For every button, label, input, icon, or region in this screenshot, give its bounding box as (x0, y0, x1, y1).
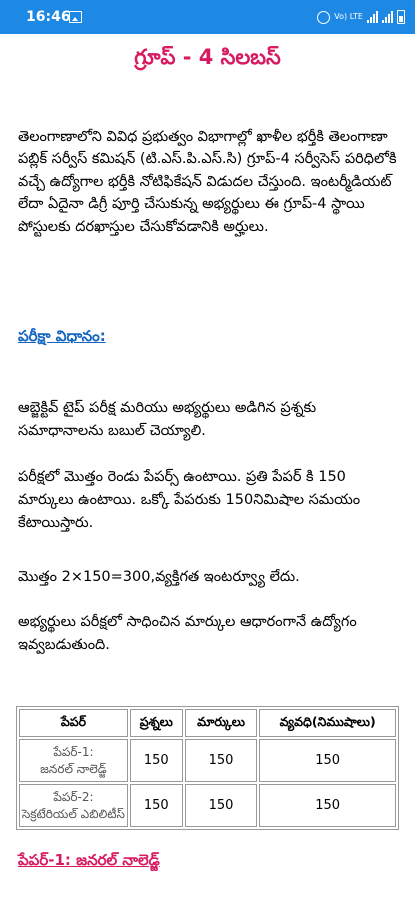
duration-cell: 150 (259, 739, 396, 782)
exam-pattern-heading[interactable]: పరీక్షా విధానం: (18, 327, 106, 345)
table-row (19, 739, 396, 782)
paper-cell (19, 739, 128, 782)
paper-cell (19, 784, 128, 827)
header-paper: పేపర్ (19, 709, 128, 737)
alarm-icon (317, 11, 330, 24)
header-questions: ప్రశ్నలు (130, 709, 183, 737)
paragraph-2: పరీక్షలో మొత్తం రెండు పేపర్స్ ఉంటాయి. ప్రతి పేపర్ కి 150 మార్కులు ఉంటాయి. ఒక్కో పేపరుకు 150నిమిషాల సమయం కేటాయిస్తారు. (18, 469, 361, 531)
signal-icon-2 (382, 11, 393, 23)
exam-table (16, 706, 399, 830)
volte-label: Vo) LTE (334, 12, 363, 21)
paragraph-4: అభ్యర్థులు పరీక్షలో సాధించిన మార్కుల ఆధారంగానే ఉద్యోగం ఇవ్వబడుతుంది. (18, 614, 357, 653)
marks-cell: 150 (185, 739, 258, 782)
status-bar (0, 0, 415, 34)
photo-notification-icon (69, 11, 82, 23)
table-row (19, 784, 396, 827)
intro-paragraph: తెలంగాణాలోని వివిధ ప్రభుత్వం విభాగాల్లో ఖాళీల భర్తీకి తెలంగాణా పబ్లిక్ సర్వీస్ కమిషన్ (టి.ఎస్.పి.ఎస్.సి) గ్రూప్-4 సర్వీసెస్ పరిధిలోకి వచ్చే ఉద్యోగాల భర్తీకి నోటిఫికేషన్ విడుదల చేస్తుంది. ఇంటర్మీడియట్ లేదా ఏదైనా డిగ్రీ పూర్తి చేసుకున్న అభ్యర్థులు ఈ గ్రూప్-4 స్థాయి పోస్టులకు దరఖాస్తుల చేసుకోవడానికి అర్హులు. (18, 129, 397, 235)
duration-cell: 150 (259, 784, 396, 827)
marks-cell: 150 (185, 784, 258, 827)
bottom-fade (0, 878, 415, 900)
header-marks: మార్కులు (185, 709, 258, 737)
page-title: గ్రూప్ - 4 సిలబస్ (134, 45, 281, 69)
questions-cell: 150 (130, 739, 183, 782)
battery-icon (397, 10, 405, 24)
status-time: 16:46 (26, 9, 71, 25)
paper-1-heading[interactable]: పేపర్-1: జనరల్ నాలెడ్జ్ (18, 851, 160, 869)
questions-cell: 150 (130, 784, 183, 827)
paper-label: పేపర్-2: (53, 789, 94, 804)
paper-subject: జనరల్ నాలెడ్జ్ (40, 761, 107, 776)
paragraph-1: ఆబ్జెక్టివ్ టైప్ పరీక్ష మరియు అభ్యర్థులు అడిగిన ప్రశ్నకు సమాధానాలను బబుల్ చెయ్యాలి. (18, 400, 317, 439)
paper-label: పేపర్-1: (53, 744, 94, 759)
table-header-row (19, 709, 396, 737)
paper-subject: సెక్రటేరియల్ ఎబిలిటీస్ (21, 806, 125, 821)
status-icons (317, 8, 405, 26)
header-duration: వ్యవధి(నిముషాలు) (259, 709, 396, 737)
signal-icon (367, 11, 378, 23)
paragraph-3: మొత్తం 2×150=300,వ్యక్తిగత ఇంటర్వ్యూ లేదు. (18, 569, 300, 585)
